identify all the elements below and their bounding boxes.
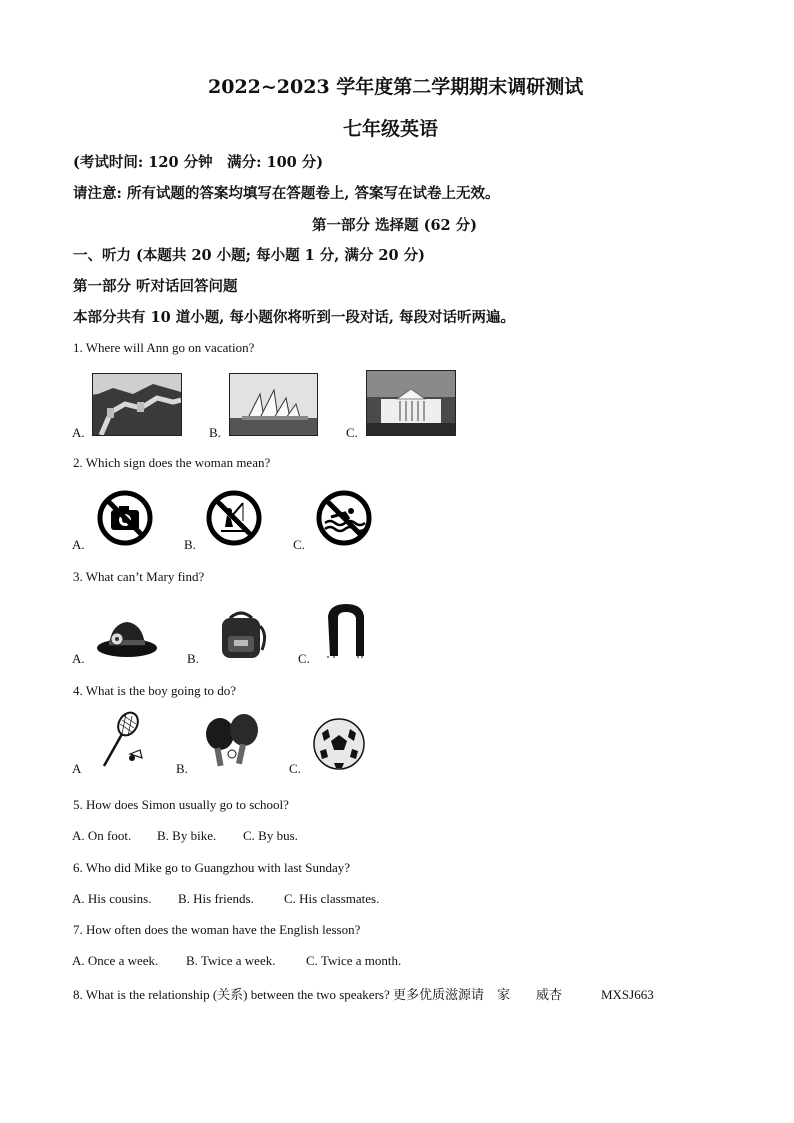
sub-part-heading: 第一部分 听对话回答问题	[73, 278, 238, 295]
instruction: 本部分共有 10 道小题, 每小题你将听到一段对话, 每段对话听两遍。	[73, 309, 515, 326]
option-5c: C. By bus.	[243, 828, 298, 843]
page-title: 2022~2023 学年度第二学期期末调研测试	[208, 76, 584, 98]
question-5: 5. How does Simon usually go to school?	[73, 797, 289, 812]
option-6c: C. His classmates.	[284, 891, 380, 906]
page-subtitle: 七年级英语	[343, 118, 439, 140]
sydney-opera-house-photo	[229, 373, 318, 436]
hat-icon	[95, 614, 159, 660]
question-6: 6. Who did Mike go to Guangzhou with last Sunday?	[73, 860, 351, 875]
option-2c-label: C.	[293, 537, 305, 552]
option-6a: A. His cousins.	[72, 891, 152, 906]
part-one-heading: 第一部分 选择题 (62 分)	[312, 217, 478, 234]
notice: 请注意: 所有试题的答案均填写在答题卷上, 答案写在试卷上无效。	[73, 185, 500, 202]
option-2a-label: A.	[72, 537, 85, 552]
option-7b: B. Twice a week.	[186, 953, 276, 968]
section-listening-heading: 一、听力 (本题共 20 小题; 每小题 1 分, 满分 20 分)	[73, 247, 425, 264]
question-4: 4. What is the boy going to do?	[73, 683, 236, 698]
no-camera-sign-icon	[96, 489, 154, 547]
option-6b: B. His friends.	[178, 891, 254, 906]
option-4a-label: A	[72, 761, 82, 776]
question-2: 2. Which sign does the woman mean?	[73, 455, 271, 470]
scarf-icon	[320, 602, 372, 658]
badminton-racket-icon	[96, 710, 148, 770]
option-3c-label: C.	[298, 651, 310, 666]
question-8: 8. What is the relationship (关系) between the two speakers? 更多优质滋源请 家 威杏 MXSJ663	[73, 987, 654, 1002]
option-3b-label: B.	[187, 651, 199, 666]
option-5a: A. On foot.	[72, 828, 132, 843]
question-7: 7. How often does the woman have the English lesson?	[73, 922, 361, 937]
no-fishing-sign-icon	[205, 489, 263, 547]
option-7a: A. Once a week.	[72, 953, 159, 968]
option-4c-label: C.	[289, 761, 301, 776]
no-swimming-sign-icon	[315, 489, 373, 547]
option-4b-label: B.	[176, 761, 188, 776]
option-2b-label: B.	[184, 537, 196, 552]
soccer-ball-icon	[312, 717, 366, 771]
white-house-photo	[366, 370, 456, 436]
ping-pong-paddles-icon	[202, 712, 262, 770]
backpack-icon	[214, 608, 268, 660]
option-7c: C. Twice a month.	[306, 953, 402, 968]
option-5b: B. By bike.	[157, 828, 217, 843]
exam-info: (考试时间: 120 分钟 满分: 100 分)	[73, 154, 324, 171]
option-1c-label: C.	[346, 425, 358, 440]
option-1b-label: B.	[209, 425, 221, 440]
question-1: 1. Where will Ann go on vacation?	[73, 340, 255, 355]
great-wall-photo	[92, 373, 182, 436]
option-1a-label: A.	[72, 425, 85, 440]
question-3: 3. What can’t Mary find?	[73, 569, 205, 584]
option-3a-label: A.	[72, 651, 85, 666]
